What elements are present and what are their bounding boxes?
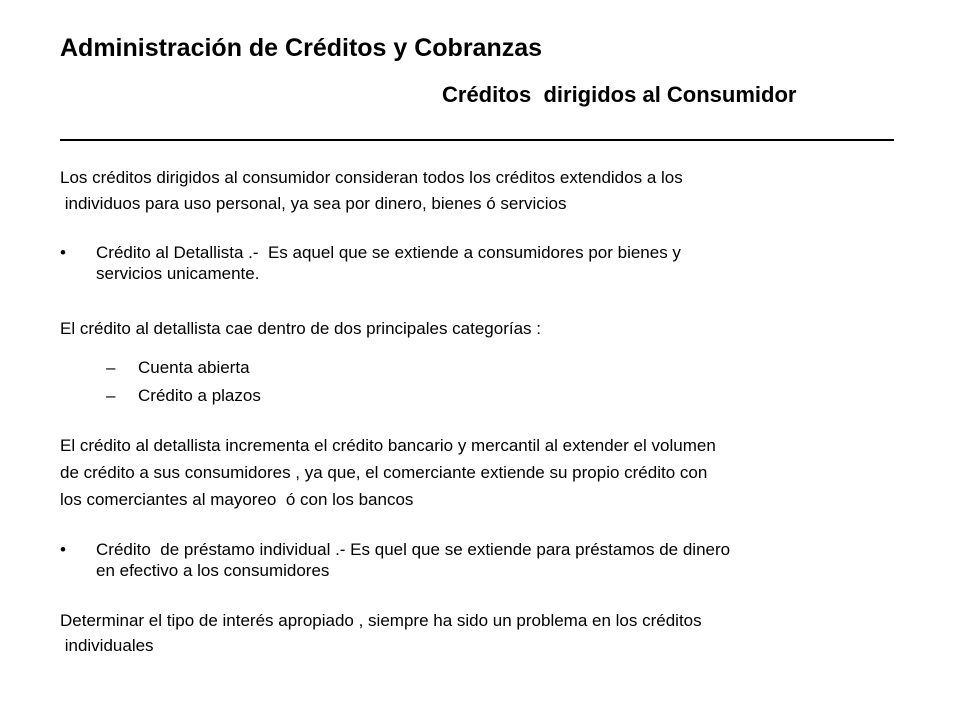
- bullet1-line-1: Crédito al Detallista .- Es aquel que se extiende a consumidores por bienes y: [96, 243, 681, 262]
- closing-line-2: individuales: [60, 636, 154, 655]
- category-item: Crédito a plazos: [138, 386, 261, 405]
- intro-line-1: Los créditos dirigidos al consumidor consideran todos los créditos extendidos a los: [60, 168, 683, 187]
- dash-icon: –: [106, 358, 116, 377]
- category-item: Cuenta abierta: [138, 358, 250, 377]
- categories-intro: El crédito al detallista cae dentro de dos principales categorías :: [60, 319, 541, 338]
- closing-line-1: Determinar el tipo de interés apropiado , siempre ha sido un problema en los créditos: [60, 611, 702, 630]
- bullet-icon: •: [60, 540, 66, 559]
- dash-icon: –: [106, 386, 116, 405]
- paragraph2-line-3: los comerciantes al mayoreo ó con los bancos: [60, 490, 414, 509]
- bullet1-line-2: servicios unicamente.: [96, 264, 260, 283]
- bullet2-line-2: en efectivo a los consumidores: [96, 561, 330, 580]
- page-title: Administración de Créditos y Cobranzas: [60, 34, 543, 62]
- page-subtitle: Créditos dirigidos al Consumidor: [442, 82, 797, 107]
- bullet2-line-1: Crédito de préstamo individual .- Es quel que se extiende para préstamos de dinero: [96, 540, 731, 559]
- intro-line-2: individuos para uso personal, ya sea por dinero, bienes ó servicios: [60, 194, 567, 213]
- title-divider: [60, 139, 894, 141]
- bullet-icon: •: [60, 243, 66, 262]
- paragraph2-line-1: El crédito al detallista incrementa el crédito bancario y mercantil al extender el volumen: [60, 436, 716, 455]
- paragraph2-line-2: de crédito a sus consumidores , ya que, el comerciante extiende su propio crédito con: [60, 463, 708, 482]
